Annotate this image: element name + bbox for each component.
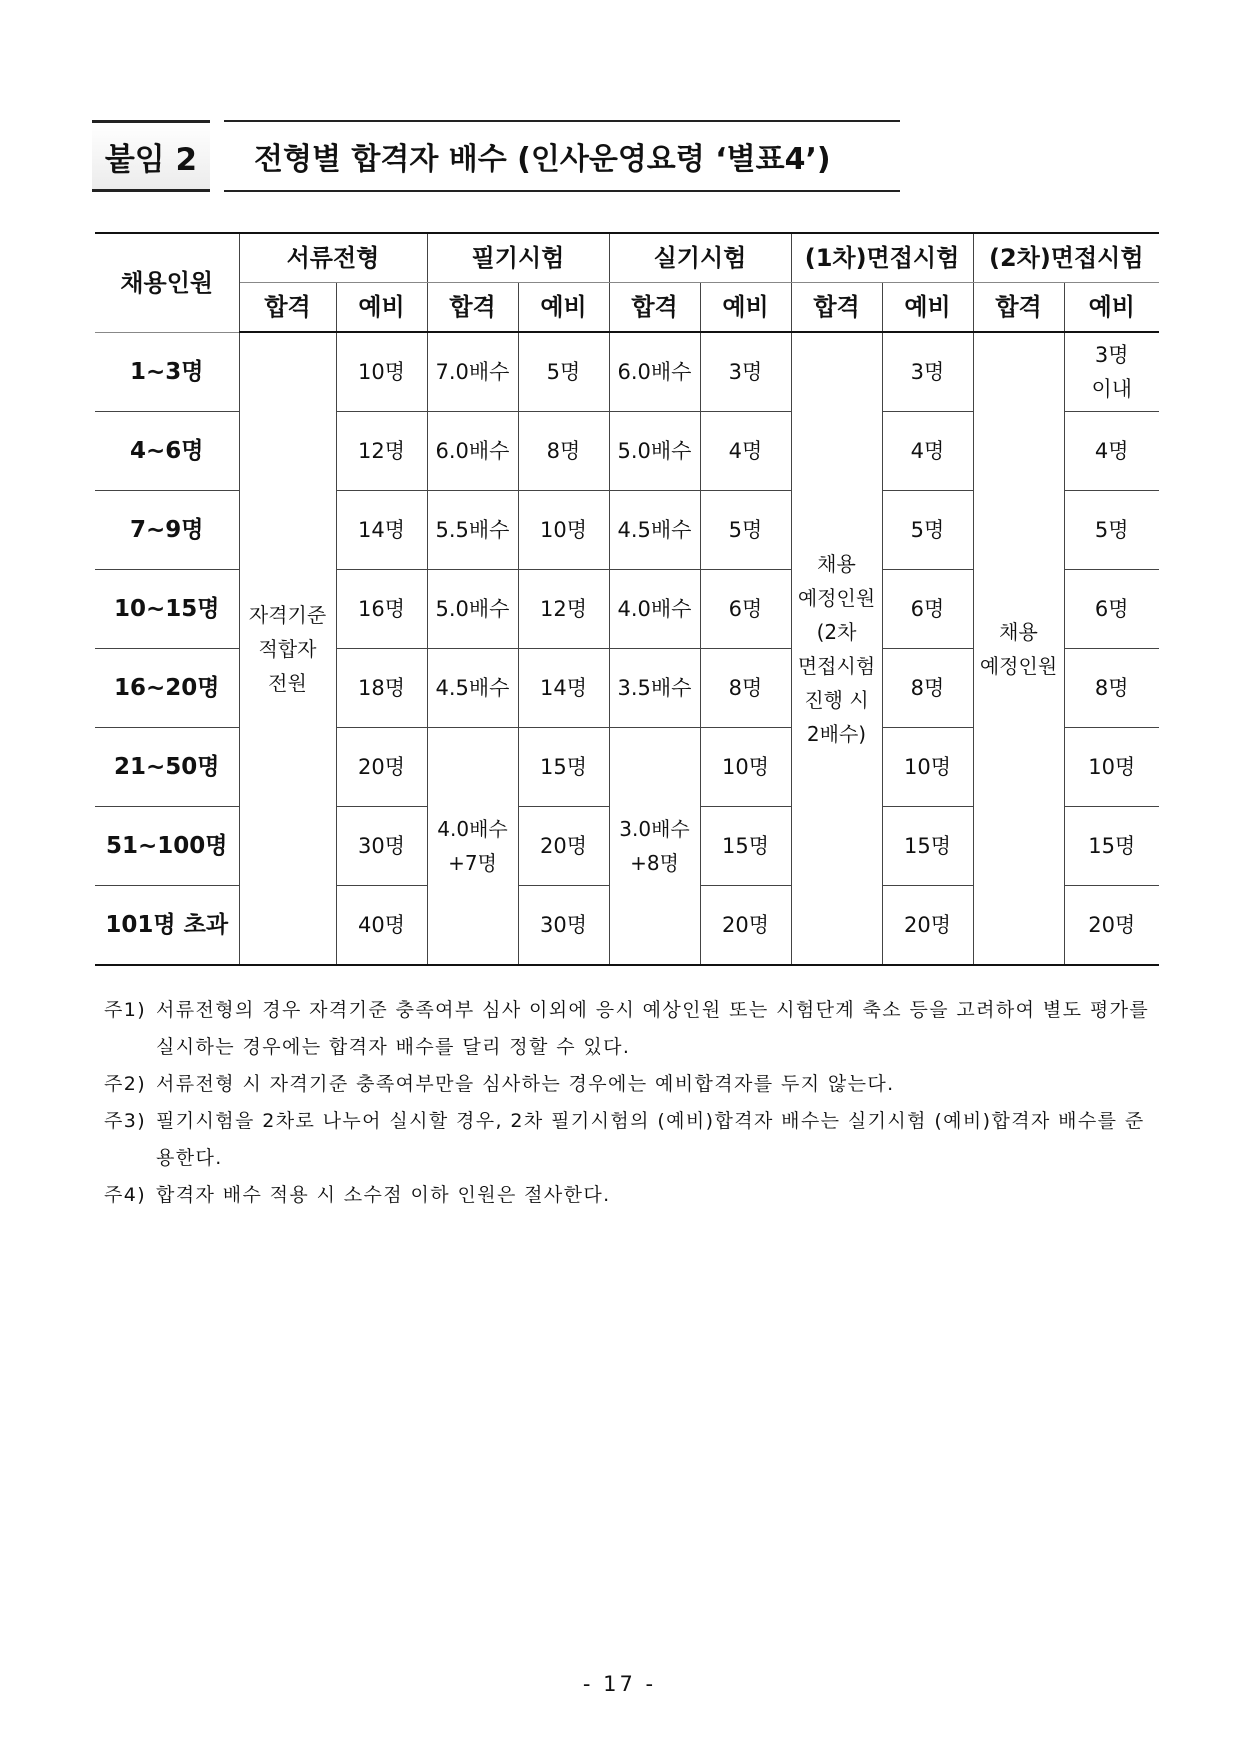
col-header-hiring-count: 채용인원 [95,233,239,332]
col-header-interview-2: (2차)면접시험 [973,233,1159,283]
table-cell: 5.0배수 [427,570,518,649]
table-row [95,332,1159,412]
merged-line: 예정인원 [979,653,1058,678]
table-cell: 8명 [1064,649,1159,728]
table-cell: 4.0배수 [609,570,700,649]
table-cell: 4.5배수 [427,649,518,728]
merged-line: 면접시험 [797,653,876,678]
interview2-pass-merged-cell [973,332,1064,965]
table-cell: 15명 [882,807,973,886]
subheader-pass: 합격 [791,283,882,333]
col-header-practical: 실기시험 [609,233,791,283]
subheader-pass: 합격 [973,283,1064,333]
table-cell: 5명 [882,491,973,570]
col-header-interview-1: (1차)면접시험 [791,233,973,283]
footnote-text: 서류전형 시 자격기준 충족여부만을 심사하는 경우에는 예비합격자를 두지 않는다. [156,1073,895,1095]
row-label: 16~20명 [95,649,239,728]
table-cell: 6명 [700,570,791,649]
subheader-reserve: 예비 [882,283,973,333]
table-cell: 5.0배수 [609,412,700,491]
table-cell: 5명 [518,332,609,412]
merged-line: 채용 [999,619,1038,644]
table-cell: 18명 [336,649,427,728]
table-cell: 4명 [882,412,973,491]
row-label: 51~100명 [95,807,239,886]
table-cell: 6명 [1064,570,1159,649]
table-cell: 16명 [336,570,427,649]
merged-line: 4.0배수 [437,817,508,841]
table-cell: 4.5배수 [609,491,700,570]
merged-line: +8명 [630,851,679,875]
row-label: 21~50명 [95,728,239,807]
row-label: 1~3명 [95,332,239,412]
merged-line: 2배수) [806,721,867,746]
row-label: 7~9명 [95,491,239,570]
table-cell: 7.0배수 [427,332,518,412]
table-cell: 8명 [882,649,973,728]
table-cell: 4명 [700,412,791,491]
subheader-reserve: 예비 [518,283,609,333]
footnote-text: 서류전형의 경우 자격기준 충족여부 심사 이외에 응시 예상인원 또는 시험단계 축소 등을 고려하여 별도 평가를 실시하는 경우에는 합격자 배수를 달리 정할 수 있다. [156,999,1150,1058]
table-cell: 8명 [700,649,791,728]
table-cell: 6.0배수 [609,332,700,412]
interview1-pass-merged-cell [791,332,882,965]
merged-line: 진행 시 [804,687,869,712]
footnote-label: 주1) [104,999,147,1021]
merged-line: 적합자 [258,636,317,661]
col-header-document: 서류전형 [239,233,427,283]
cell-line: 3명 [1094,343,1129,367]
table-cell: 6명 [882,570,973,649]
document-pass-merged-cell [239,332,336,965]
footnote-label: 주4) [104,1184,147,1206]
pass-multiple-table [95,232,1159,966]
merged-line: 채용 [817,551,856,576]
footnote [104,992,1164,1066]
table-cell: 15명 [1064,807,1159,886]
table-cell: 40명 [336,886,427,966]
row-label: 4~6명 [95,412,239,491]
table-cell [1064,332,1159,412]
table-cell: 3명 [700,332,791,412]
subheader-reserve: 예비 [336,283,427,333]
footnote [104,1103,1164,1177]
merged-line: +7명 [448,851,497,875]
table-cell: 20명 [1064,886,1159,966]
merged-line: 예정인원 [797,585,876,610]
table-cell: 10명 [1064,728,1159,807]
table-cell: 15명 [518,728,609,807]
table-cell: 6.0배수 [427,412,518,491]
table-cell: 10명 [700,728,791,807]
footnote-text: 필기시험을 2차로 나누어 실시할 경우, 2차 필기시험의 (예비)합격자 배수는 실기시험 (예비)합격자 배수를 준용한다. [156,1110,1145,1169]
table-cell: 10명 [882,728,973,807]
table-cell: 20명 [336,728,427,807]
subheader-pass: 합격 [427,283,518,333]
table-cell: 20명 [700,886,791,966]
table-cell: 12명 [336,412,427,491]
table-cell: 30명 [336,807,427,886]
table-cell: 20명 [882,886,973,966]
table-cell: 3명 [882,332,973,412]
table-cell: 12명 [518,570,609,649]
written-pass-large-cell [427,728,518,966]
table-cell: 15명 [700,807,791,886]
merged-line: 3.0배수 [619,817,690,841]
attachment-badge: 붙임 2 [92,120,210,192]
table-cell: 20명 [518,807,609,886]
table-cell: 30명 [518,886,609,966]
merged-line: (2차 [816,619,857,644]
footnote [104,1177,1164,1214]
merged-line: 자격기준 [248,602,327,627]
table-cell: 10명 [518,491,609,570]
page-number: - 17 - [582,1672,657,1696]
table-cell: 3.5배수 [609,649,700,728]
table-cell: 14명 [336,491,427,570]
subheader-pass: 합격 [609,283,700,333]
practical-pass-large-cell [609,728,700,966]
subheader-pass: 합격 [239,283,336,333]
footnote-text: 합격자 배수 적용 시 소수점 이하 인원은 절사한다. [156,1184,611,1206]
table-cell: 10명 [336,332,427,412]
subheader-reserve: 예비 [700,283,791,333]
footnotes [104,992,1164,1214]
page-title: 전형별 합격자 배수 (인사운영요령 ‘별표4’) [224,120,900,192]
table-cell: 4명 [1064,412,1159,491]
footnote [104,1066,1164,1103]
table-cell: 5명 [1064,491,1159,570]
table-cell: 5명 [700,491,791,570]
table-cell: 5.5배수 [427,491,518,570]
merged-line: 전원 [268,670,307,695]
subheader-reserve: 예비 [1064,283,1159,333]
col-header-written: 필기시험 [427,233,609,283]
row-label: 101명 초과 [95,886,239,966]
table-cell: 8명 [518,412,609,491]
footnote-label: 주2) [104,1073,147,1095]
footnote-label: 주3) [104,1110,147,1132]
cell-line: 이내 [1091,377,1133,401]
row-label: 10~15명 [95,570,239,649]
table-cell: 14명 [518,649,609,728]
